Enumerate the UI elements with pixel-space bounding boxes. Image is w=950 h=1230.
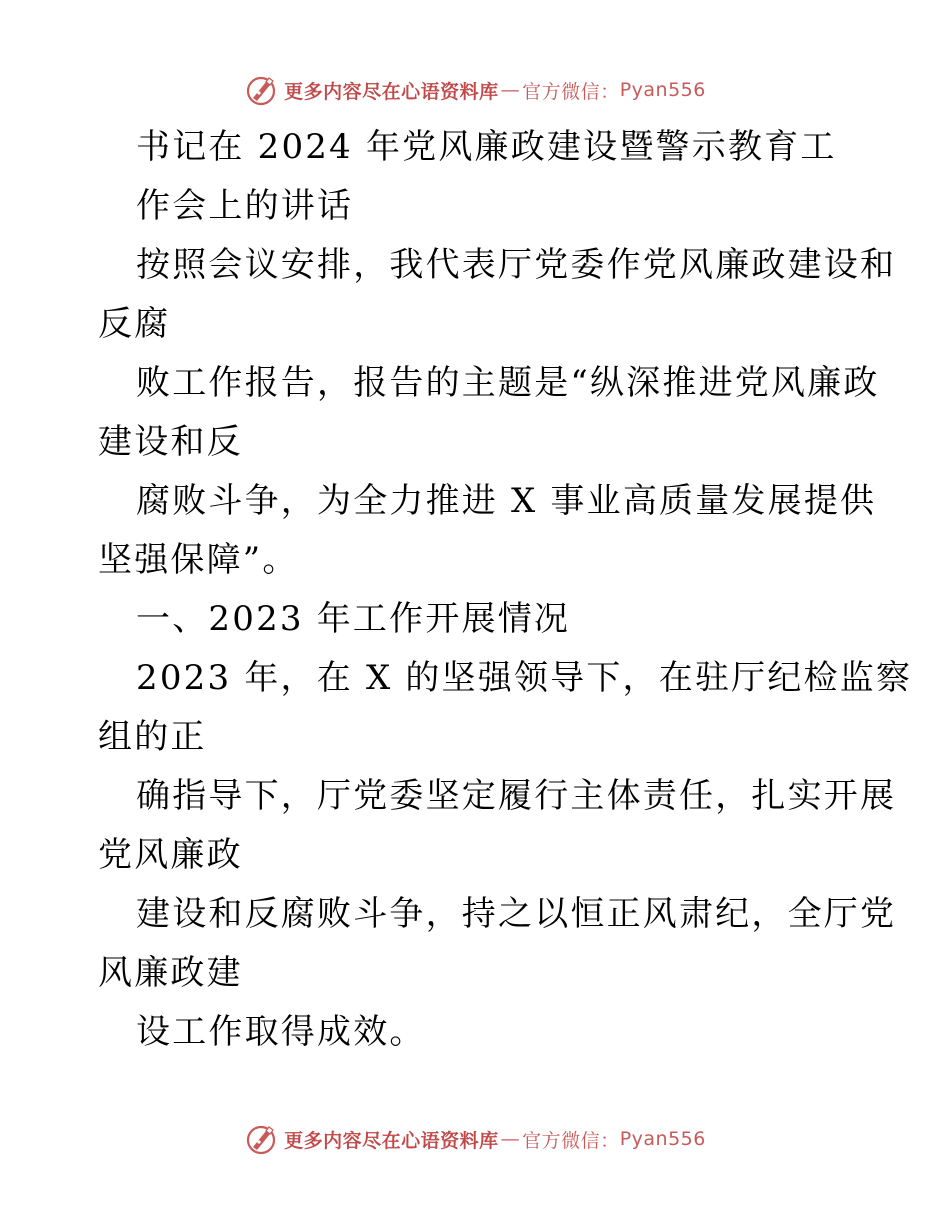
footer-watermark-banner [0,1119,950,1159]
title-line-1: 书记在 2024 年党风廉政建设暨警示教育工 [136,127,837,167]
pen-nib-circle-icon [244,73,278,107]
paragraph-line: 党风廉政 [98,835,243,875]
title-line-2: 作会上的讲话 [136,186,354,226]
paragraph-line: 确指导下，厅党委坚定履行主体责任，扎实开展 [136,776,897,816]
document-body [98,118,913,1062]
banner-separator: — [500,1128,521,1150]
banner-wechat-handle: Pyan556 [619,1128,706,1150]
paragraph-line: 2023 年，在 X 的坚强领导下，在驻厅纪检监察 [136,658,913,698]
section-heading: 一、2023 年工作开展情况 [136,599,571,639]
paragraph-line: 腐败斗争，为全力推进 X 事业高质量发展提供 [136,481,877,521]
paragraph-line: 组的正 [98,717,207,757]
paragraph-line: 风廉政建 [98,953,243,993]
paragraph-line: 反腐 [98,304,171,344]
banner-wechat-handle: Pyan556 [619,79,706,101]
pen-nib-circle-icon [244,1122,278,1156]
paragraph-line: 败工作报告，报告的主题是“纵深推进党风廉政 [136,363,880,403]
banner-wechat-label: 官方微信： [522,1129,620,1152]
paragraph-line: 按照会议安排，我代表厅党委作党风廉政建设和 [136,245,897,285]
paragraph-line: 建设和反腐败斗争，持之以恒正风肃纪，全厅党 [136,894,897,934]
banner-site-text: 更多内容尽在心语资料库 [284,80,499,103]
paragraph-line: 建设和反 [98,422,243,462]
paragraph-line: 坚强保障”。 [98,540,299,580]
banner-separator: — [500,79,521,101]
banner-wechat-label: 官方微信： [522,80,620,103]
paragraph-line: 设工作取得成效。 [136,1012,426,1052]
header-watermark-banner [0,70,950,110]
banner-site-text: 更多内容尽在心语资料库 [284,1129,499,1152]
